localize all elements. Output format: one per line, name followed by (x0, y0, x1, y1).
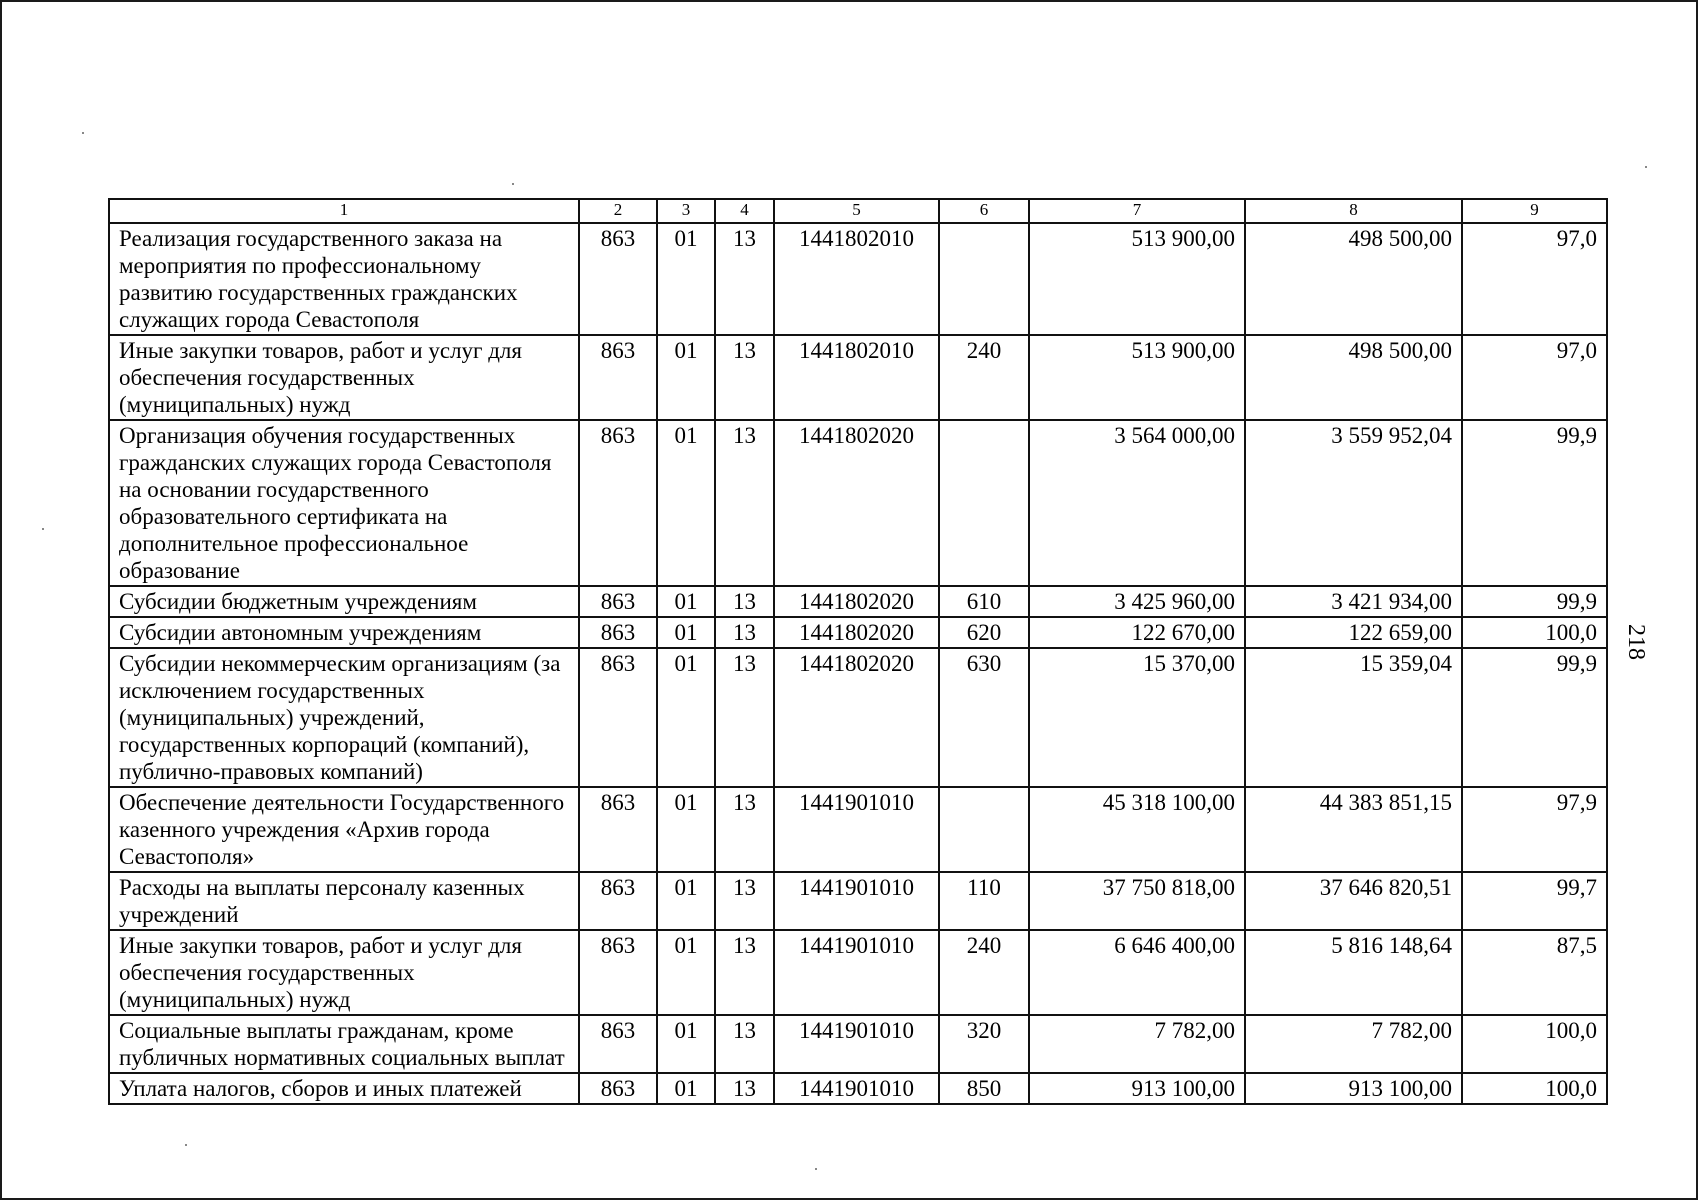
section-cell: 01 (657, 335, 715, 420)
actual-amount-cell: 122 659,00 (1245, 617, 1462, 648)
expense-type-cell: 850 (939, 1073, 1029, 1104)
target-article-cell: 1441802020 (774, 617, 939, 648)
expense-type-cell: 240 (939, 335, 1029, 420)
subsection-cell: 13 (715, 1015, 774, 1073)
planned-amount-cell: 913 100,00 (1029, 1073, 1245, 1104)
table-row (109, 1073, 1607, 1104)
section-cell: 01 (657, 617, 715, 648)
ministry-code-cell: 863 (579, 1015, 657, 1073)
table-row (109, 223, 1607, 335)
percent-cell: 99,9 (1462, 648, 1607, 787)
section-cell: 01 (657, 586, 715, 617)
percent-cell: 97,0 (1462, 223, 1607, 335)
target-article-cell: 1441802020 (774, 420, 939, 586)
expense-type-cell: 630 (939, 648, 1029, 787)
target-article-cell: 1441901010 (774, 930, 939, 1015)
column-header: 6 (939, 199, 1029, 223)
subsection-cell: 13 (715, 872, 774, 930)
table-row (109, 787, 1607, 872)
planned-amount-cell: 45 318 100,00 (1029, 787, 1245, 872)
expense-type-cell: 610 (939, 586, 1029, 617)
target-article-cell: 1441901010 (774, 872, 939, 930)
section-cell: 01 (657, 1073, 715, 1104)
ministry-code-cell: 863 (579, 586, 657, 617)
section-cell: 01 (657, 930, 715, 1015)
section-cell: 01 (657, 420, 715, 586)
budget-table (108, 198, 1608, 1105)
column-header: 5 (774, 199, 939, 223)
expense-name-cell: Социальные выплаты гражданам, кроме публичных нормативных социальных выплат (109, 1015, 579, 1073)
expense-type-cell: 240 (939, 930, 1029, 1015)
actual-amount-cell: 7 782,00 (1245, 1015, 1462, 1073)
planned-amount-cell: 513 900,00 (1029, 335, 1245, 420)
ministry-code-cell: 863 (579, 930, 657, 1015)
section-cell: 01 (657, 872, 715, 930)
subsection-cell: 13 (715, 1073, 774, 1104)
target-article-cell: 1441901010 (774, 1073, 939, 1104)
percent-cell: 99,9 (1462, 420, 1607, 586)
scan-speck (1645, 166, 1647, 168)
actual-amount-cell: 44 383 851,15 (1245, 787, 1462, 872)
target-article-cell: 1441802020 (774, 648, 939, 787)
expense-type-cell (939, 420, 1029, 586)
expense-name-cell: Иные закупки товаров, работ и услуг для обеспечения государственных (муниципальных) нужд (109, 930, 579, 1015)
table-row (109, 420, 1607, 586)
expense-name-cell: Иные закупки товаров, работ и услуг для обеспечения государственных (муниципальных) нужд (109, 335, 579, 420)
subsection-cell: 13 (715, 420, 774, 586)
subsection-cell: 13 (715, 586, 774, 617)
planned-amount-cell: 7 782,00 (1029, 1015, 1245, 1073)
column-header: 4 (715, 199, 774, 223)
planned-amount-cell: 15 370,00 (1029, 648, 1245, 787)
percent-cell: 100,0 (1462, 1015, 1607, 1073)
column-header: 2 (579, 199, 657, 223)
subsection-cell: 13 (715, 930, 774, 1015)
expense-name-cell: Расходы на выплаты персоналу казенных учреждений (109, 872, 579, 930)
percent-cell: 100,0 (1462, 1073, 1607, 1104)
table-row (109, 586, 1607, 617)
target-article-cell: 1441802020 (774, 586, 939, 617)
ministry-code-cell: 863 (579, 223, 657, 335)
expense-type-cell: 320 (939, 1015, 1029, 1073)
column-header: 7 (1029, 199, 1245, 223)
actual-amount-cell: 498 500,00 (1245, 335, 1462, 420)
column-header: 3 (657, 199, 715, 223)
column-header: 8 (1245, 199, 1462, 223)
actual-amount-cell: 3 559 952,04 (1245, 420, 1462, 586)
actual-amount-cell: 913 100,00 (1245, 1073, 1462, 1104)
ministry-code-cell: 863 (579, 420, 657, 586)
section-cell: 01 (657, 787, 715, 872)
planned-amount-cell: 6 646 400,00 (1029, 930, 1245, 1015)
ministry-code-cell: 863 (579, 872, 657, 930)
column-number-row (109, 199, 1607, 223)
expense-name-cell: Организация обучения государственных гражданских служащих города Севастополя на основании государственного образовательного сертификата на дополнительное профессиональное образование (109, 420, 579, 586)
subsection-cell: 13 (715, 617, 774, 648)
table-row (109, 930, 1607, 1015)
scan-speck (815, 1168, 817, 1170)
expense-type-cell (939, 223, 1029, 335)
ministry-code-cell: 863 (579, 648, 657, 787)
planned-amount-cell: 513 900,00 (1029, 223, 1245, 335)
section-cell: 01 (657, 223, 715, 335)
target-article-cell: 1441802010 (774, 335, 939, 420)
table-row (109, 1015, 1607, 1073)
section-cell: 01 (657, 1015, 715, 1073)
subsection-cell: 13 (715, 335, 774, 420)
expense-name-cell: Субсидии бюджетным учреждениям (109, 586, 579, 617)
actual-amount-cell: 498 500,00 (1245, 223, 1462, 335)
page-number: 218 (1623, 624, 1649, 660)
ministry-code-cell: 863 (579, 335, 657, 420)
table-row (109, 335, 1607, 420)
actual-amount-cell: 15 359,04 (1245, 648, 1462, 787)
subsection-cell: 13 (715, 223, 774, 335)
percent-cell: 100,0 (1462, 617, 1607, 648)
planned-amount-cell: 3 425 960,00 (1029, 586, 1245, 617)
table-row (109, 617, 1607, 648)
expense-name-cell: Реализация государственного заказа на мероприятия по профессиональному развитию государственных гражданских служащих города Севастополя (109, 223, 579, 335)
section-cell: 01 (657, 648, 715, 787)
actual-amount-cell: 5 816 148,64 (1245, 930, 1462, 1015)
ministry-code-cell: 863 (579, 1073, 657, 1104)
ministry-code-cell: 863 (579, 787, 657, 872)
expense-type-cell: 620 (939, 617, 1029, 648)
target-article-cell: 1441802010 (774, 223, 939, 335)
expense-type-cell (939, 787, 1029, 872)
planned-amount-cell: 122 670,00 (1029, 617, 1245, 648)
ministry-code-cell: 863 (579, 617, 657, 648)
scan-speck (82, 132, 84, 134)
percent-cell: 99,7 (1462, 872, 1607, 930)
percent-cell: 87,5 (1462, 930, 1607, 1015)
table-row (109, 872, 1607, 930)
scan-speck (512, 183, 514, 185)
actual-amount-cell: 37 646 820,51 (1245, 872, 1462, 930)
percent-cell: 97,0 (1462, 335, 1607, 420)
percent-cell: 97,9 (1462, 787, 1607, 872)
expense-name-cell: Субсидии автономным учреждениям (109, 617, 579, 648)
expense-type-cell: 110 (939, 872, 1029, 930)
column-header: 1 (109, 199, 579, 223)
subsection-cell: 13 (715, 787, 774, 872)
expense-name-cell: Субсидии некоммерческим организациям (за исключением государственных (муниципальных) учреждений, государственных корпораций (компаний), публично-правовых компаний) (109, 648, 579, 787)
scan-speck (185, 1144, 187, 1146)
expense-name-cell: Уплата налогов, сборов и иных платежей (109, 1073, 579, 1104)
planned-amount-cell: 3 564 000,00 (1029, 420, 1245, 586)
target-article-cell: 1441901010 (774, 787, 939, 872)
table-row (109, 648, 1607, 787)
percent-cell: 99,9 (1462, 586, 1607, 617)
column-header: 9 (1462, 199, 1607, 223)
expense-name-cell: Обеспечение деятельности Государственного казенного учреждения «Архив города Севастополя» (109, 787, 579, 872)
subsection-cell: 13 (715, 648, 774, 787)
actual-amount-cell: 3 421 934,00 (1245, 586, 1462, 617)
planned-amount-cell: 37 750 818,00 (1029, 872, 1245, 930)
target-article-cell: 1441901010 (774, 1015, 939, 1073)
scan-speck (42, 528, 44, 530)
